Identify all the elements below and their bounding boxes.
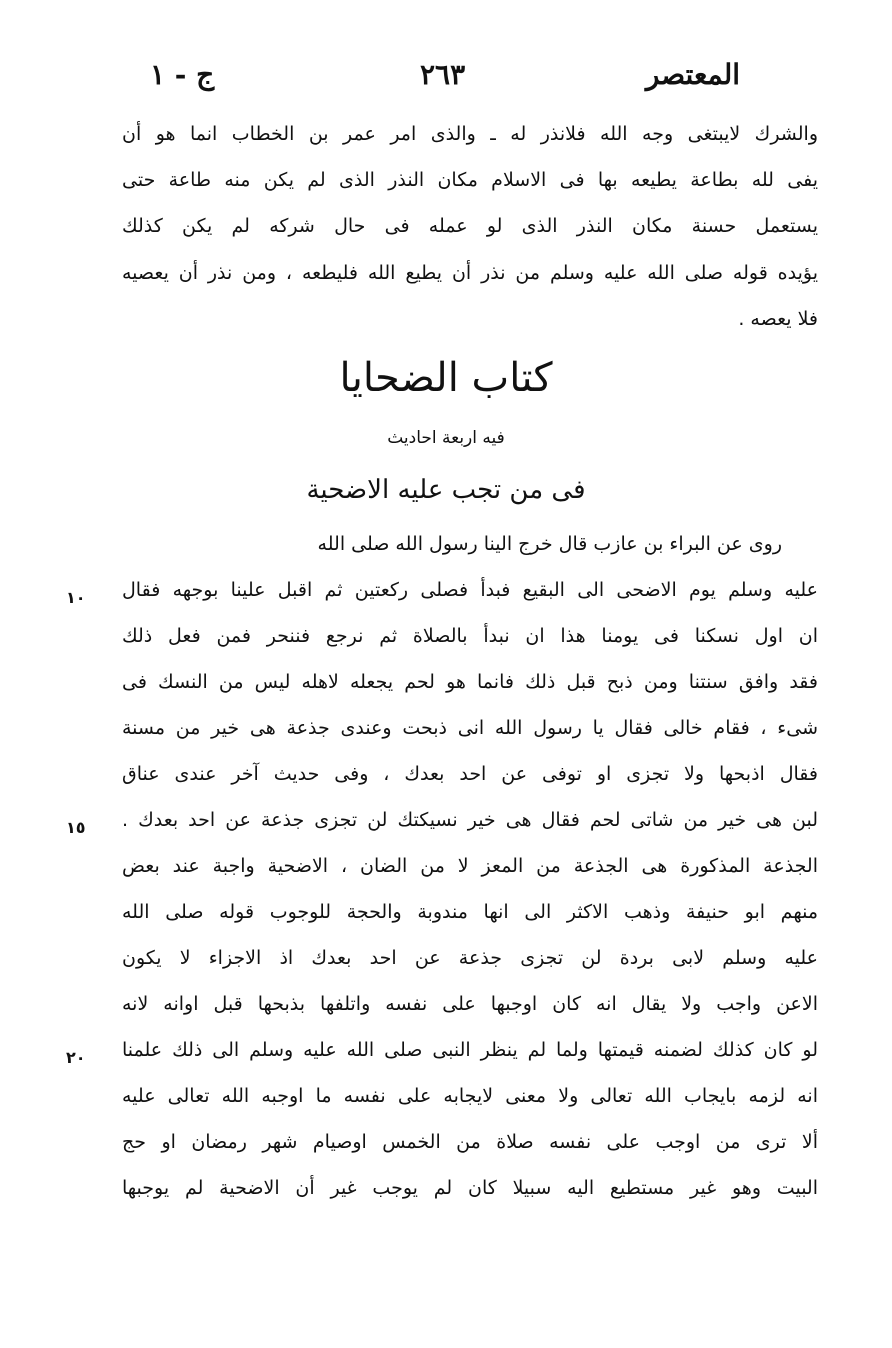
page-number: ٢٦٣ — [420, 58, 466, 91]
text-line: يفى لله بطاعة يطيعه بها فى الاسلام مكان النذر الذى لم يكن منه طاعة حتى — [122, 169, 818, 191]
text-line: فقال اذبحها ولا تجزى او توفى عن احد بعدك ، وفى حديث آخر عندى عناق — [122, 763, 818, 785]
text-line: لو كان كذلك لضمنه قيمتها ولما لم ينظر النبى صلى الله عليه وسلم الى ذلك علمنا — [122, 1039, 818, 1061]
text-line: يستعمل حسنة مكان النذر الذى لو عمله فى حال شركه لم يكن كذلك — [122, 215, 818, 237]
text-line: فقد وافق سنتنا ومن ذبح قبل ذلك فانما هو لحم يجعله لاهله ليس من النسك فى — [122, 671, 818, 693]
line-number-marker: ٢٠ — [66, 1048, 86, 1067]
book-name: المعتصر — [645, 58, 740, 91]
volume-number: ج - ١ — [150, 58, 215, 91]
text-line: البيت وهو غير مستطيع اليه سبيلا كان لم يوجب غير أن الاضحية لم يوجبها — [122, 1177, 818, 1199]
text-line: ان اول نسكنا فى يومنا هذا ان نبدأ بالصلاة ثم نرجع فننحر فمن فعل ذلك — [122, 625, 818, 647]
text-line: فلا يعصه . — [738, 308, 818, 330]
text-line: لبن هى خير من شاتى لحم فقال هى خير نسيكتك لن تجزى جذعة عن احد بعدك . — [122, 809, 818, 831]
text-line: عليه وسلم لابى بردة لن تجزى جذعة عن احد بعدك اذ الاجزاء لا يكون — [122, 947, 818, 969]
page-header — [150, 58, 740, 98]
text-line: انه لزمه بايجاب الله تعالى ولا معنى لايجابه على نفسه ما اوجبه الله تعالى عليه — [122, 1085, 818, 1107]
text-line: روى عن البراء بن عازب قال خرج الينا رسول الله صلى الله — [317, 533, 782, 555]
text-line: ألا ترى من اوجب على نفسه صلاة من الخمس اوصيام شهر رمضان او حج — [122, 1131, 818, 1153]
text-line: منهم ابو حنيفة وذهب الاكثر الى انها مندوبة والحجة للوجوب قوله صلى الله — [122, 901, 818, 923]
chapter-title: كتاب الضحايا — [339, 355, 553, 401]
text-line: عليه وسلم يوم الاضحى الى البقيع فبدأ فصلى ركعتين ثم اقبل علينا بوجهه فقال — [122, 579, 818, 601]
text-line: الاعن واجب ولا يقال انه كان اوجبها على نفسه واتلفها بذبحها قبل اوانه لانه — [122, 993, 818, 1015]
line-number-marker: ١٥ — [66, 818, 86, 837]
text-line: يؤيده قوله صلى الله عليه وسلم من نذر أن يطيع الله فليطعه ، ومن نذر أن يعصيه — [122, 262, 818, 284]
section-heading: فى من تجب عليه الاضحية — [306, 475, 586, 505]
text-line: الجذعة المذكورة هى الجذعة من المعز لا من الضان ، الاضحية واجبة عند بعض — [122, 855, 818, 877]
text-line: والشرك لايبتغى وجه الله فلانذر له ـ والذى امر عمر بن الخطاب انما هو أن — [122, 123, 818, 145]
line-number-marker: ١٠ — [66, 588, 86, 607]
chapter-subtitle: فيه اربعة احاديث — [387, 428, 505, 448]
text-line: شىء ، فقام خالى فقال يا رسول الله انى ذبحت وعندى جذعة هى خير من مسنة — [122, 717, 818, 739]
